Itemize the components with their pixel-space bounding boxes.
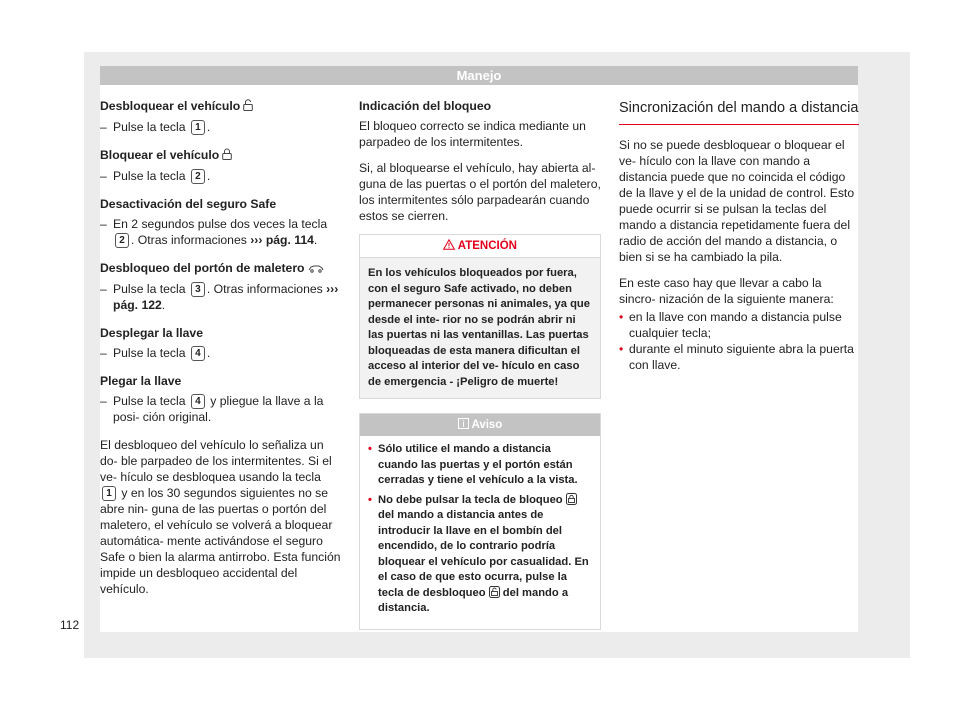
safe-step: – En 2 segundos pulse dos veces la tecla 2 . Otras informaciones ››› pág. 114. [100, 217, 328, 247]
lock-icon [222, 148, 232, 164]
lock-step: – Pulse la tecla 2 . [100, 169, 211, 183]
warning-header: ATENCIÓN [360, 235, 600, 258]
unlock-key-icon [489, 587, 500, 599]
list-item: • No debe pulsar la tecla de bloqueo del mando a distancia antes de introducir la llave en el bombín del encendido, de lo contrario podría bloquear el vehículo por casualidad. En el caso de que esto ocurra, pulse la tecla de desbloqueo del mando a distancia. [368, 493, 589, 614]
car-trunk-icon [308, 261, 324, 277]
paragraph: El bloqueo correcto se indica mediante un parpadeo de los intermitentes. [359, 119, 586, 149]
trunk-step: – Pulse la tecla 3 . Otras informaciones ››› pág. 122. [100, 282, 339, 312]
warning-text: En los vehículos bloqueados por fuera, con el seguro Safe activado, no deben permanecer personas ni animales, ya que desde el inte- rior no se podrán abrir ni las puertas ni las ventanillas. Las puertas bloqueadas de esta manera dificultan el acceso al interior del ve- hículo en caso de emergencia - ¡Peligro de muerte! [360, 258, 600, 398]
key-2-badge: 2 [191, 169, 205, 184]
key-1-badge: 1 [102, 486, 116, 501]
page-ref-link[interactable]: pág. 122 [113, 298, 162, 312]
note-box [359, 413, 601, 630]
section-title: Sincronización del mando a distancia [619, 98, 859, 125]
paragraph: Si no se puede desbloquear o bloquear el ve- hículo con la llave con mando a distancia puede que no coincida el código de la llave y el de la unidad de control. Esto puede ocurrir si se pulsan la teclas del mando a distancia repetidamente fuera del radio de acción del mando a distancia, o bien si se ha cambiado la pila. [619, 138, 855, 264]
unfold-heading: Desplegar la llave [100, 326, 203, 340]
unfold-step: – Pulse la tecla 4 . [100, 346, 211, 360]
list-item: • en la llave con mando a distancia pulse cualquier tecla; [619, 310, 842, 340]
list-item: • Sólo utilice el mando a distancia cuando las puertas y el portón están cerradas y tiene el vehículo a la vista. [368, 443, 578, 486]
lock-heading: Bloquear el vehículo [100, 147, 342, 164]
unlock-icon [243, 99, 253, 115]
note-text [360, 436, 600, 629]
key-4-badge: 4 [191, 394, 205, 409]
column-right [619, 98, 859, 373]
page-ref-link[interactable]: pág. 114 [265, 233, 314, 247]
unlock-heading: Desbloquear el vehículo [100, 98, 342, 115]
fold-heading: Plegar la llave [100, 374, 182, 388]
key-2-badge: 2 [115, 233, 129, 248]
lock-key-icon [566, 494, 577, 506]
warning-icon [443, 240, 455, 252]
key-1-badge: 1 [191, 120, 205, 135]
unlock-paragraph: El desbloqueo del vehículo lo señaliza un do- ble parpadeo de los intermitentes. Si el ve- hículo se desbloquea usando la tecla 1 y en los 30 segundos siguientes no se abre nin- guna de las puertas o portón del maletero, el vehículo se volverá a bloquear automática- mente activándose el seguro Safe o bien la alarma antirrobo. Esta función impide un desbloqueo accidental del vehículo. [100, 438, 341, 596]
column-left [100, 98, 342, 607]
fold-step: – Pulse la tecla 4 y pliegue la llave a la posi- ción original. [100, 394, 324, 424]
lock-indication-heading: Indicación del bloqueo [359, 99, 492, 113]
paragraph: En este caso hay que llevar a cabo la sincro- nización de la siguiente manera: [619, 276, 834, 306]
trunk-heading: Desbloqueo del portón de maletero [100, 260, 342, 277]
safe-heading: Desactivación del seguro Safe [100, 197, 277, 211]
paragraph: Si, al bloquearse el vehículo, hay abierta al- guna de las puertas o el portón del maletero, los intermitentes sólo parpadearán cuando estos se cierren. [359, 161, 601, 223]
warning-box [359, 234, 601, 399]
unlock-step: – Pulse la tecla 1 . [100, 120, 211, 134]
info-icon [458, 419, 469, 431]
list-item: • durante el minuto siguiente abra la puerta con llave. [619, 342, 854, 372]
page-number: 112 [60, 618, 80, 632]
page-header: Manejo [100, 66, 858, 85]
key-4-badge: 4 [191, 346, 205, 361]
note-header: Aviso [360, 414, 600, 436]
column-middle [359, 98, 601, 630]
key-3-badge: 3 [191, 282, 205, 297]
